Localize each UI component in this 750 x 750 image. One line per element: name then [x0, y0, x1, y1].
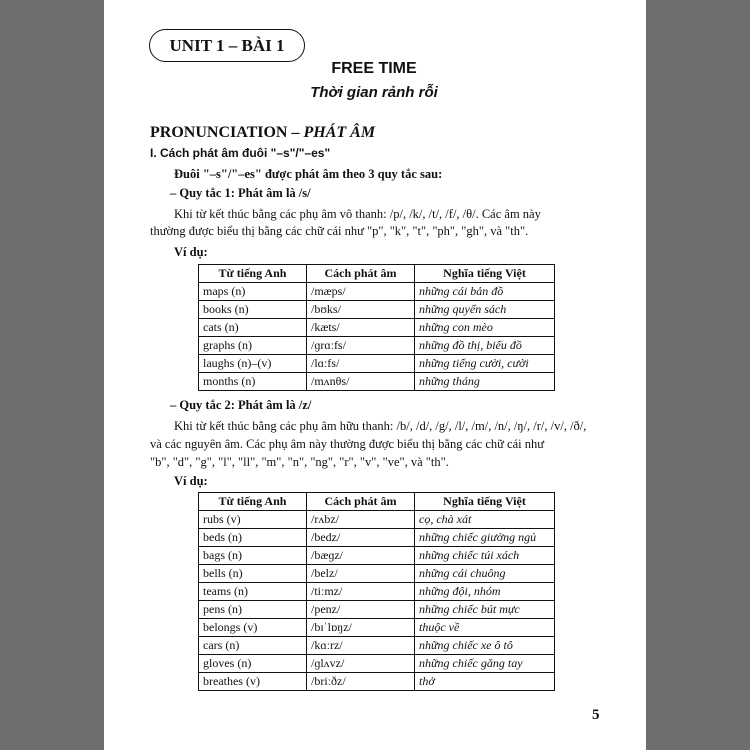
intro-text: Đuôi "–s"/"–es" được phát âm theo 3 quy tắc sau: [174, 167, 443, 181]
section-heading-main: PRONUNCIATION – [150, 124, 304, 141]
english-word: breathes (v) [199, 673, 307, 691]
rule1-text-line1: Khi từ kết thúc bằng các phụ âm vô thanh: /p/, /k/, /t/, /f/, /θ/. Các âm này [174, 207, 541, 221]
english-word: teams (n) [199, 583, 307, 601]
book-page [104, 0, 646, 750]
pronunciation: /penz/ [307, 601, 415, 619]
english-word: beds (n) [199, 529, 307, 547]
pronunciation: /mæps/ [307, 283, 415, 301]
rule1-table [198, 264, 555, 391]
left-background-band [0, 0, 104, 750]
english-word: cars (n) [199, 637, 307, 655]
column-header: Nghĩa tiếng Việt [415, 265, 555, 283]
column-header: Cách phát âm [307, 493, 415, 511]
english-word: months (n) [199, 373, 307, 391]
vietnamese-meaning: thở [415, 673, 555, 691]
unit-label: UNIT 1 – BÀI 1 [149, 29, 305, 62]
vietnamese-meaning: những tiếng cười, cười [415, 355, 555, 373]
table-row [199, 673, 555, 691]
column-header: Nghĩa tiếng Việt [415, 493, 555, 511]
vietnamese-meaning: những chiếc bút mực [415, 601, 555, 619]
column-header: Từ tiếng Anh [199, 493, 307, 511]
pronunciation: /bɪˈlɒŋz/ [307, 619, 415, 637]
english-word: pens (n) [199, 601, 307, 619]
vietnamese-meaning: những chiếc túi xách [415, 547, 555, 565]
section-heading-italic: PHÁT ÂM [303, 124, 376, 141]
pronunciation: /briːðz/ [307, 673, 415, 691]
pronunciation: /kɑːrz/ [307, 637, 415, 655]
table-row [199, 319, 555, 337]
vietnamese-meaning: những đồ thị, biểu đồ [415, 337, 555, 355]
table-row [199, 547, 555, 565]
table-row [199, 529, 555, 547]
rule2-table [198, 492, 555, 691]
pronunciation: /kæts/ [307, 319, 415, 337]
vietnamese-meaning: những chiếc găng tay [415, 655, 555, 673]
pronunciation: /belz/ [307, 565, 415, 583]
table-row [199, 337, 555, 355]
vietnamese-meaning: những chiếc giường ngủ [415, 529, 555, 547]
table-header-row [199, 265, 555, 283]
table-row [199, 565, 555, 583]
table-row [199, 583, 555, 601]
vietnamese-meaning: những đội, nhóm [415, 583, 555, 601]
vietnamese-meaning: những cái chuông [415, 565, 555, 583]
page-subtitle: Thời gian rảnh rỗi [310, 84, 438, 101]
pronunciation: /bedz/ [307, 529, 415, 547]
rule1-heading: – Quy tắc 1: Phát âm là /s/ [170, 186, 311, 200]
pronunciation: /bæɡz/ [307, 547, 415, 565]
table-row [199, 373, 555, 391]
english-word: gloves (n) [199, 655, 307, 673]
table-header-row [199, 493, 555, 511]
english-word: cats (n) [199, 319, 307, 337]
english-word: bags (n) [199, 547, 307, 565]
table-row [199, 355, 555, 373]
table-row [199, 301, 555, 319]
page-number: 5 [592, 707, 600, 723]
vietnamese-meaning: những con mèo [415, 319, 555, 337]
pronunciation: /ɡrɑːfs/ [307, 337, 415, 355]
pronunciation: /mʌnθs/ [307, 373, 415, 391]
english-word: maps (n) [199, 283, 307, 301]
pronunciation: /ɡlʌvz/ [307, 655, 415, 673]
english-word: graphs (n) [199, 337, 307, 355]
english-word: bells (n) [199, 565, 307, 583]
rule2-text-line2: và các nguyên âm. Các phụ âm này thường được biểu thị bằng các chữ cái như [150, 437, 545, 451]
pronunciation: /tiːmz/ [307, 583, 415, 601]
english-word: belongs (v) [199, 619, 307, 637]
table-row [199, 655, 555, 673]
table-row [199, 637, 555, 655]
vietnamese-meaning: những quyển sách [415, 301, 555, 319]
right-background-band [646, 0, 750, 750]
rule2-heading: – Quy tắc 2: Phát âm là /z/ [170, 398, 312, 412]
english-word: books (n) [199, 301, 307, 319]
column-header: Từ tiếng Anh [199, 265, 307, 283]
pronunciation: /lɑːfs/ [307, 355, 415, 373]
rule2-text-line1: Khi từ kết thúc bằng các phụ âm hữu thanh: /b/, /d/, /g/, /l/, /m/, /n/, /ŋ/, /r/, /v/, /ð/, [174, 419, 587, 433]
rule1-example-label: Ví dụ: [174, 245, 208, 259]
vietnamese-meaning: những chiếc xe ô tô [415, 637, 555, 655]
column-header: Cách phát âm [307, 265, 415, 283]
vietnamese-meaning: cọ, chà xát [415, 511, 555, 529]
subsection-heading: I. Cách phát âm đuôi "–s"/"–es" [150, 146, 331, 160]
pronunciation: /rʌbz/ [307, 511, 415, 529]
english-word: rubs (v) [199, 511, 307, 529]
section-heading [150, 124, 375, 142]
table-row [199, 283, 555, 301]
table-row [199, 619, 555, 637]
vietnamese-meaning: những tháng [415, 373, 555, 391]
vietnamese-meaning: thuộc về [415, 619, 555, 637]
vietnamese-meaning: những cái bản đồ [415, 283, 555, 301]
pronunciation: /bʊks/ [307, 301, 415, 319]
english-word: laughs (n)–(v) [199, 355, 307, 373]
page-title: FREE TIME [331, 60, 417, 77]
rule1-text-line2: thường được biểu thị bằng các chữ cái như "p", "k", "t", "ph", "gh", và "th". [150, 224, 529, 238]
table-row [199, 601, 555, 619]
table-row [199, 511, 555, 529]
rule2-text-line3: "b", "d", "g", "l", "ll", "m", "n", "ng", "r", "v", "ve", và "th". [150, 455, 449, 469]
rule2-example-label: Ví dụ: [174, 474, 208, 488]
